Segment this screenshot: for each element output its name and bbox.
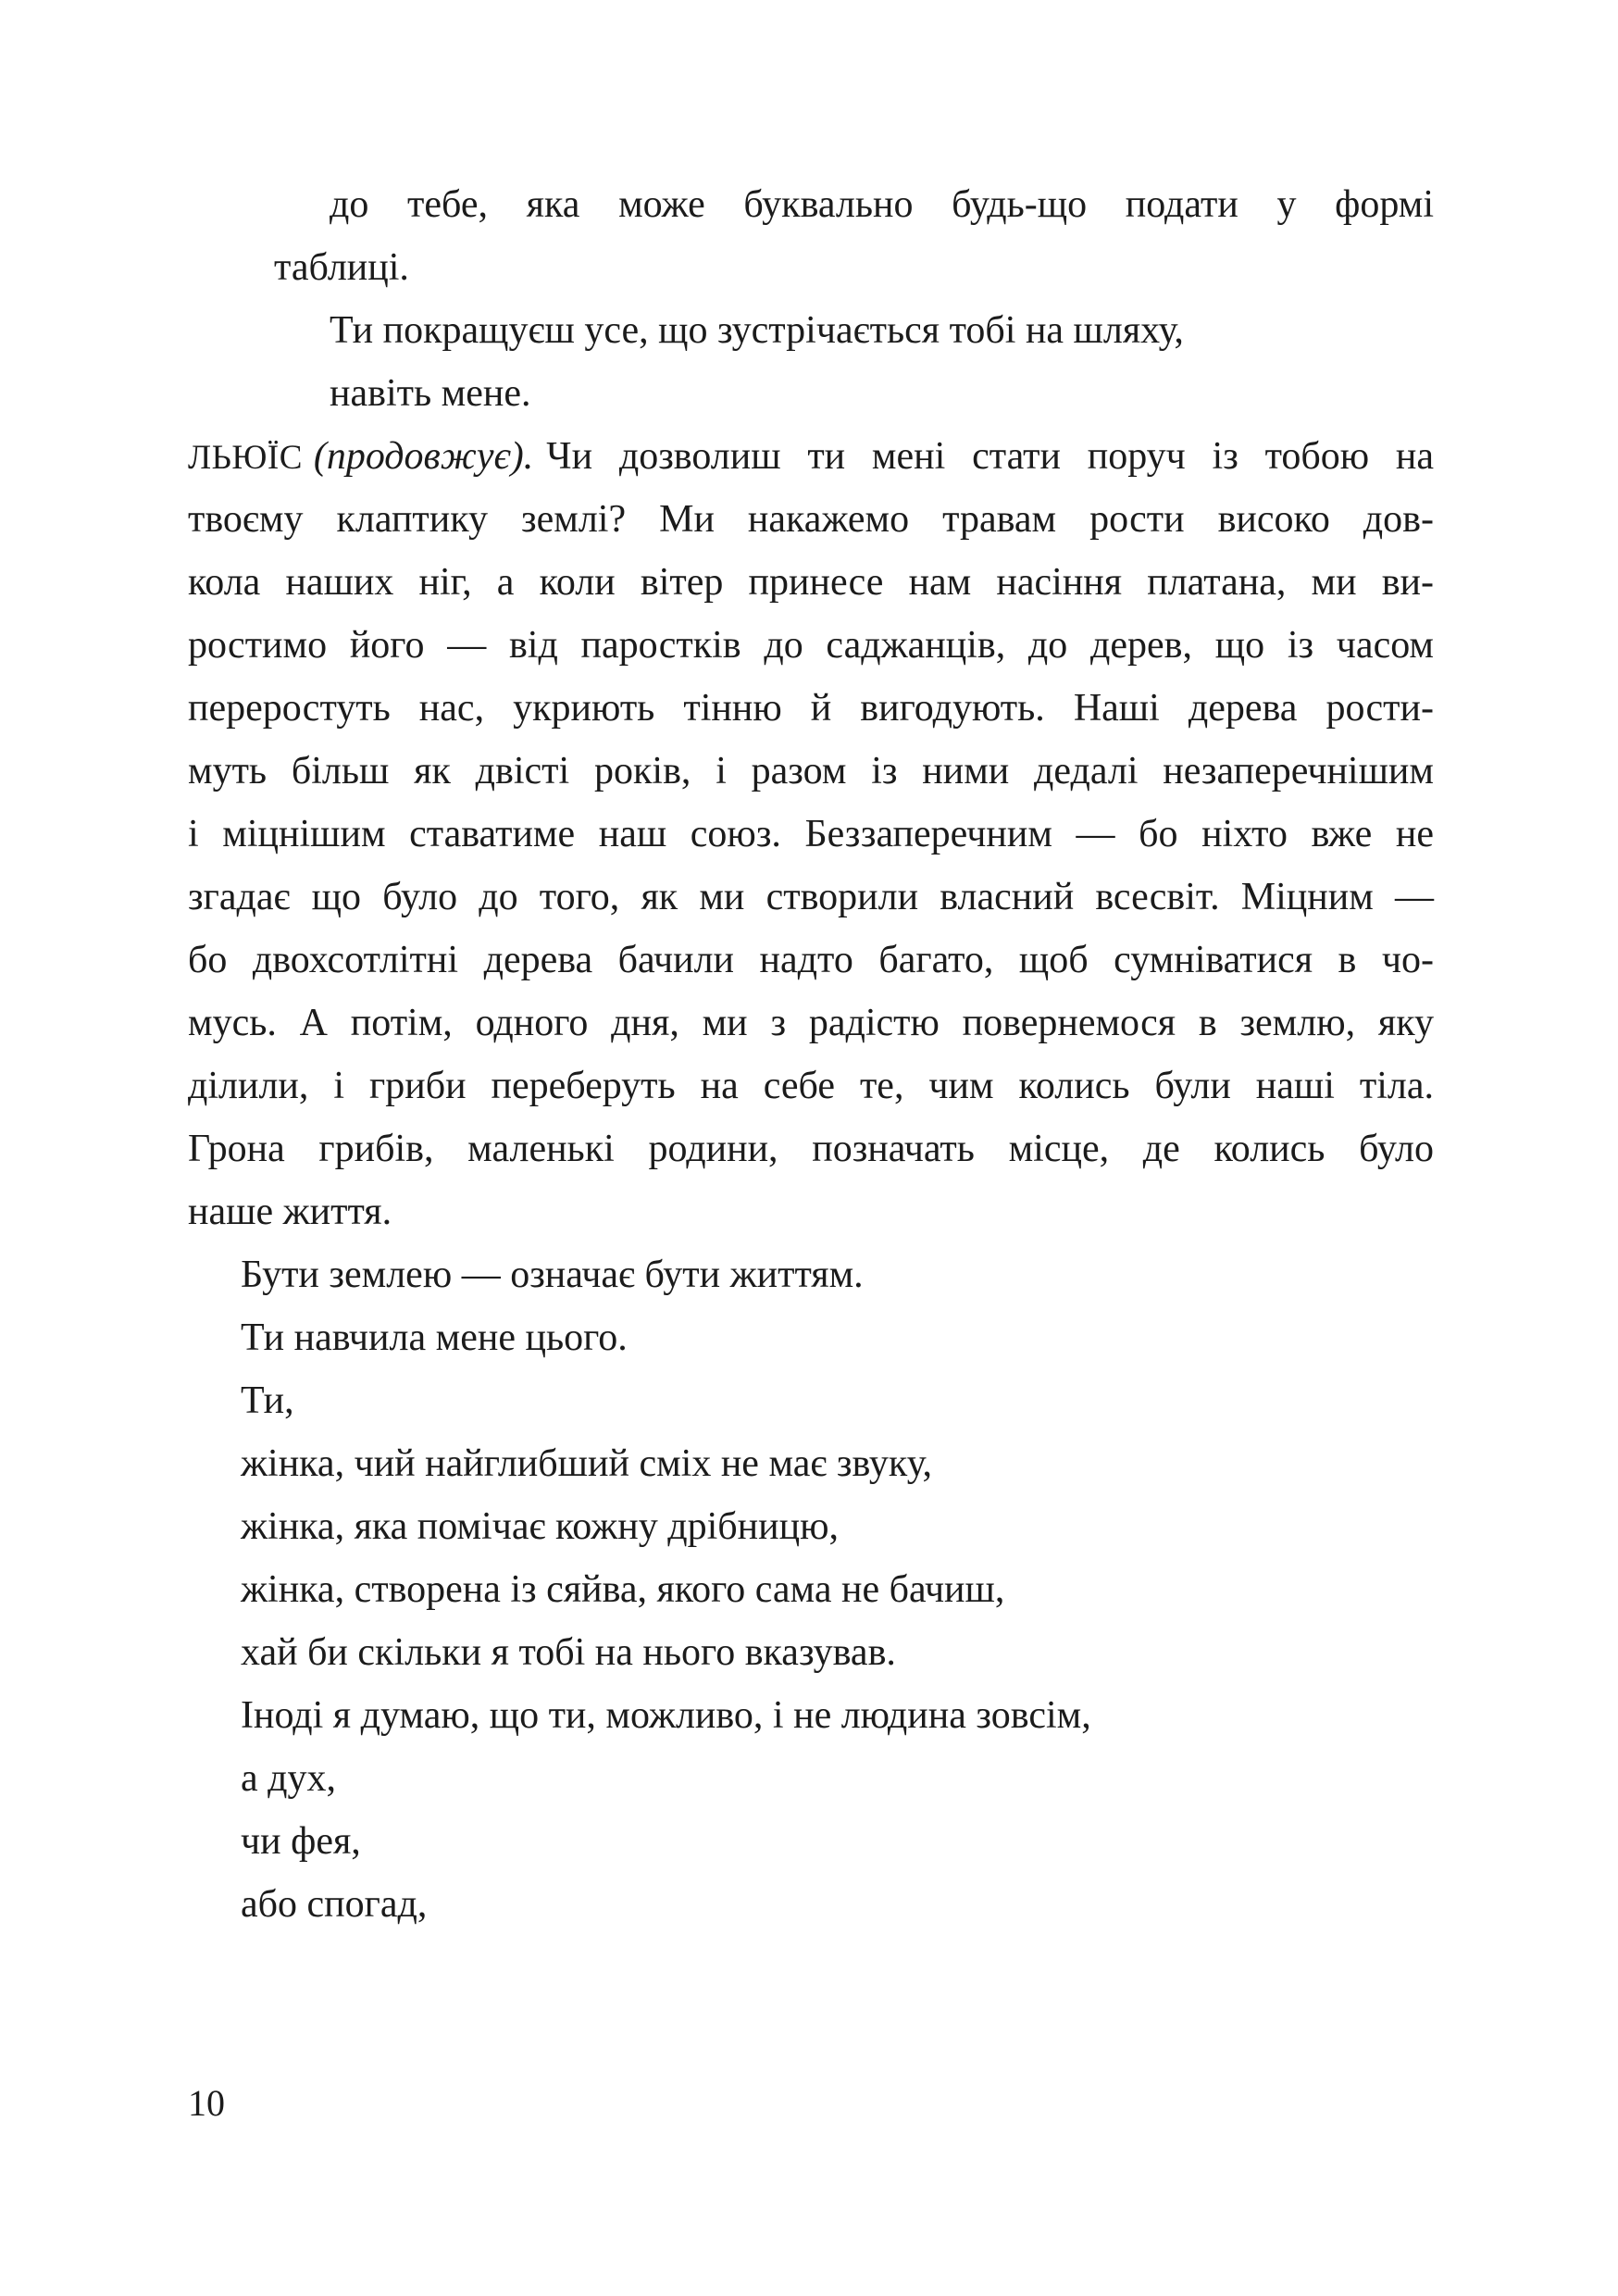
verse-line: Бути землею — означає бути життям. [241,1254,864,1296]
text-line: навіть мене. [330,372,531,415]
text-line: кола наших ніг, а коли вітер принесе нам насіння платана, ми ви- [188,561,1434,604]
text-line: згадає що було до того, як ми створили власний всесвіт. Міцним — [188,876,1434,918]
verse-line: а дух, [241,1757,337,1800]
verse-line: жінка, створена із сяйва, якого сама не бачиш, [241,1568,1005,1611]
page-number: 10 [188,2082,225,2124]
text-line: таблиці. [274,246,409,289]
speaker-name: ЛЬЮЇС [188,439,303,477]
verse-line: жінка, яка помічає кожну дрібницю, [241,1505,839,1548]
verse-line: або спогад, [241,1883,428,1926]
text-line: переростуть нас, укриють тінню й вигодують. Наші дерева рости- [188,687,1434,730]
text-line: мусь. А потім, одного дня, ми з радістю повернемося в землю, яку [188,1002,1434,1044]
verse-line: чи фея, [241,1820,361,1863]
text-line: ростимо його — від паростків до саджанців, до дерев, що із часом [188,624,1434,667]
verse-line: Ти навчила мене цього. [241,1316,628,1359]
verse-line: Ти, [241,1379,294,1422]
verse-line: хай би скільки я тобі на нього вказував. [241,1631,896,1674]
verse-line: жінка, чий найглибший сміх не має звуку, [241,1442,932,1485]
speech-text: Чи дозволиш ти мені стати поруч із тобою на [546,435,1434,478]
verse-line: Іноді я думаю, що ти, можливо, і не людина зовсім, [241,1694,1091,1737]
text-line: ділили, і гриби переберуть на себе те, чим колись були наші тіла. [188,1065,1434,1107]
text-line: Грона грибів, маленькі родини, позначать місце, де колись було [188,1128,1434,1170]
speech-first-line [188,437,1434,476]
text-line: і міцнішим ставатиме наш союз. Беззаперечним — бо ніхто вже не [188,813,1434,855]
text-line: твоєму клаптику землі? Ми накажемо травам рости високо дов- [188,498,1434,541]
text-line: муть більш як двісті років, і разом із ними дедалі незаперечнішим [188,750,1434,792]
text-line: наше життя. [188,1191,392,1233]
text-line: Ти покращуєш усе, що зустрічається тобі на шляху, [330,309,1184,352]
text-line: до тебе, яка може буквально будь-що подати у формі [330,183,1434,226]
stage-direction: (продовжує). [313,435,534,478]
text-line: бо двохсотлітні дерева бачили надто багато, щоб сумніватися в чо- [188,939,1434,981]
